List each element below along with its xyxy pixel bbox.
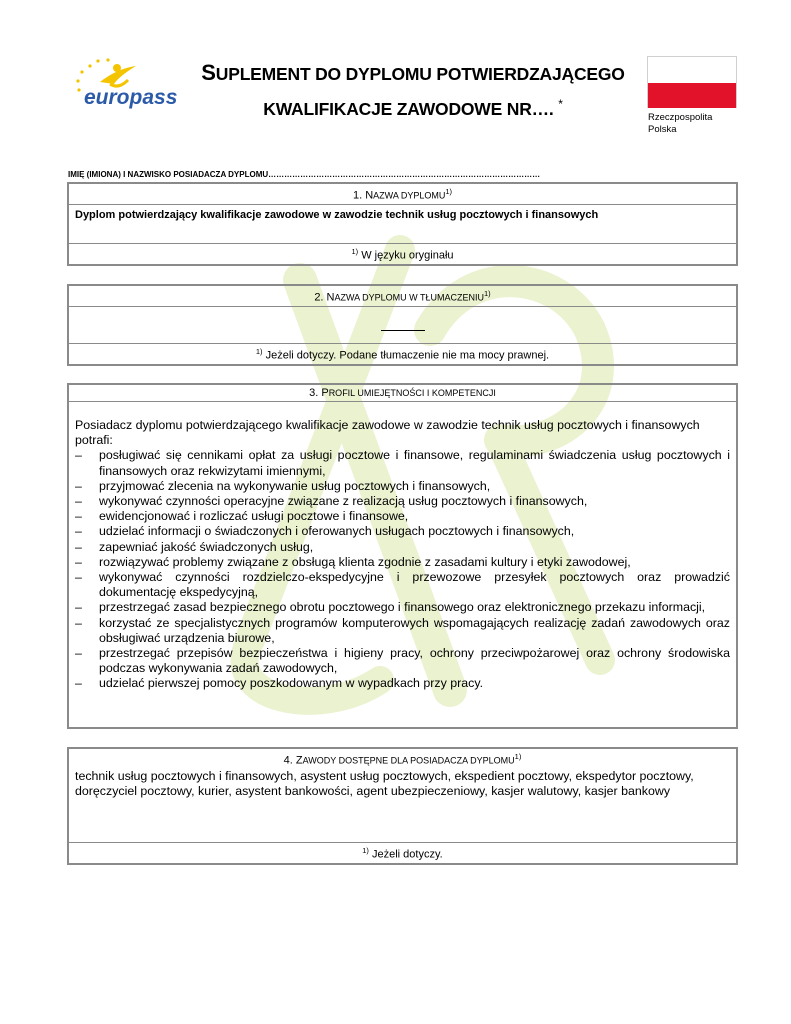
section4-footnote [69,842,736,863]
section4-number: 4. Z [283,754,303,767]
list-item: – wykonywać czynności operacyjne związane z realizacją usług pocztowych i finansowych, [75,494,730,509]
skills-list [75,448,730,691]
page-title [198,58,628,124]
section3-number: 3. P [309,387,329,399]
section1-footnote-text: W języku oryginału [358,250,454,262]
flag-white-stripe [648,57,736,83]
section4-title: AWODY DOSTĘPNE DLA POSIADACZA DYPLOMU [302,755,515,766]
section2-footnote [69,343,736,364]
section-diploma-translation [67,284,738,366]
section4-content: technik usług pocztowych i finansowych, asystent usług pocztowych, ekspedient pocztowy, ekspedytor pocztowy, doręczyciel pocztowy, kurier, asystent bankowości, agent ubezpieczeniowy, kasjer walutowy, kasjer bankowy [75,768,694,798]
list-item: – przestrzegać przepisów bezpieczeństwa i higieny pracy, ochrony przeciwpożarowej oraz ochrony środowiska podczas wykonywania zadań zawodowych, [75,646,730,676]
section1-footnote [69,243,736,264]
country-name [648,112,712,136]
section2-number: 2. N [314,291,335,304]
list-item: – przyjmować zlecenia na wykonywanie usług pocztowych i finansowych, [75,479,730,494]
list-item: – przestrzegać zasad bezpiecznego obrotu pocztowego i finansowego oraz elektronicznego przekazu informacji, [75,600,730,615]
section2-sup: 1) [484,289,491,298]
section1-heading [69,184,736,205]
section-available-occupations [67,747,738,865]
section1-title: AZWA DYPLOMU [373,190,446,201]
title-line2: KWALIFIKACJE ZAWODOWE NR…. [263,98,559,119]
europass-logo [70,52,180,112]
section2-title: AZWA DYPLOMU W TŁUMACZENIU [334,292,485,303]
list-item: – zapewniać jakość świadczonych usług, [75,540,730,555]
section-diploma-name [67,182,738,266]
section4-footnote-text: Jeżeli dotyczy. [368,849,443,861]
section3-title: ROFIL UMIEJĘTNOŚCI I KOMPETENCJI [328,388,496,398]
europass-logo-text: europass [84,86,178,109]
holder-name-label: IMIĘ (IMIONA) I NAZWISKO POSIADACZA DYPLOMU………………………………………………………………………………………… [68,170,541,179]
polish-flag [647,56,737,108]
section4-heading [69,749,736,769]
list-item: – udzielać pierwszej pomocy poszkodowanym w wypadkach przy pracy. [75,676,730,691]
list-item: – wykonywać czynności rozdzielczo-ekspedycyjne i przewozowe przesyłek pocztowych oraz prowadzić dokumentację ekspedycyjną, [75,570,730,600]
list-item: – rozwiązywać problemy związane z obsługą klienta zgodnie z zasadami kultury i etyki zawodowej, [75,555,730,570]
country-line1: Rzeczpospolita [648,112,713,123]
section1-number: 1. N [352,189,374,202]
flag-red-stripe [648,83,736,108]
section4-sup: 1) [514,752,522,761]
section-skills-profile [67,383,738,729]
title-first-letter: S [201,60,216,85]
section2-footnote-sup: 1) [255,347,263,357]
section2-blank-line [381,330,425,331]
list-item: – udzielać informacji o świadczonych i oferowanych usługach pocztowych i finansowych, [75,524,730,539]
section1-content: Dyplom potwierdzający kwalifikacje zawodowe w zawodzie technik usług pocztowych i finansowych [75,208,599,221]
section2-footnote-text: Jeżeli dotyczy. Podane tłumaczenie nie ma mocy prawnej. [262,350,550,362]
section3-heading [69,385,736,402]
list-item: – ewidencjonować i rozliczać usługi pocztowe i finansowe, [75,509,730,524]
country-line2: Polska [648,124,677,135]
title-asterisk: * [558,97,563,111]
list-item: – posługiwać się cennikami opłat za usługi pocztowe i finansowe, regulaminami świadczenia usług pocztowych i finansowych oraz rekwizytami imiennymi, [75,448,730,478]
section1-sup: 1) [445,187,453,196]
section3-intro: Posiadacz dyplomu potwierdzającego kwalifikacje zawodowe w zawodzie technik usług pocztowych i finansowych potrafi: [75,418,700,448]
section2-heading [69,286,736,307]
list-item: – korzystać ze specjalistycznych programów komputerowych wspomagających realizację zadań zawodowych oraz obsługiwać urządzenia biurowe, [75,616,730,646]
section4-footnote-sup: 1) [362,846,369,856]
title-line1: UPLEMENT DO DYPLOMU POTWIERDZAJĄCEGO [215,64,625,84]
section3-content [69,402,736,692]
section1-footnote-sup: 1) [351,247,359,257]
